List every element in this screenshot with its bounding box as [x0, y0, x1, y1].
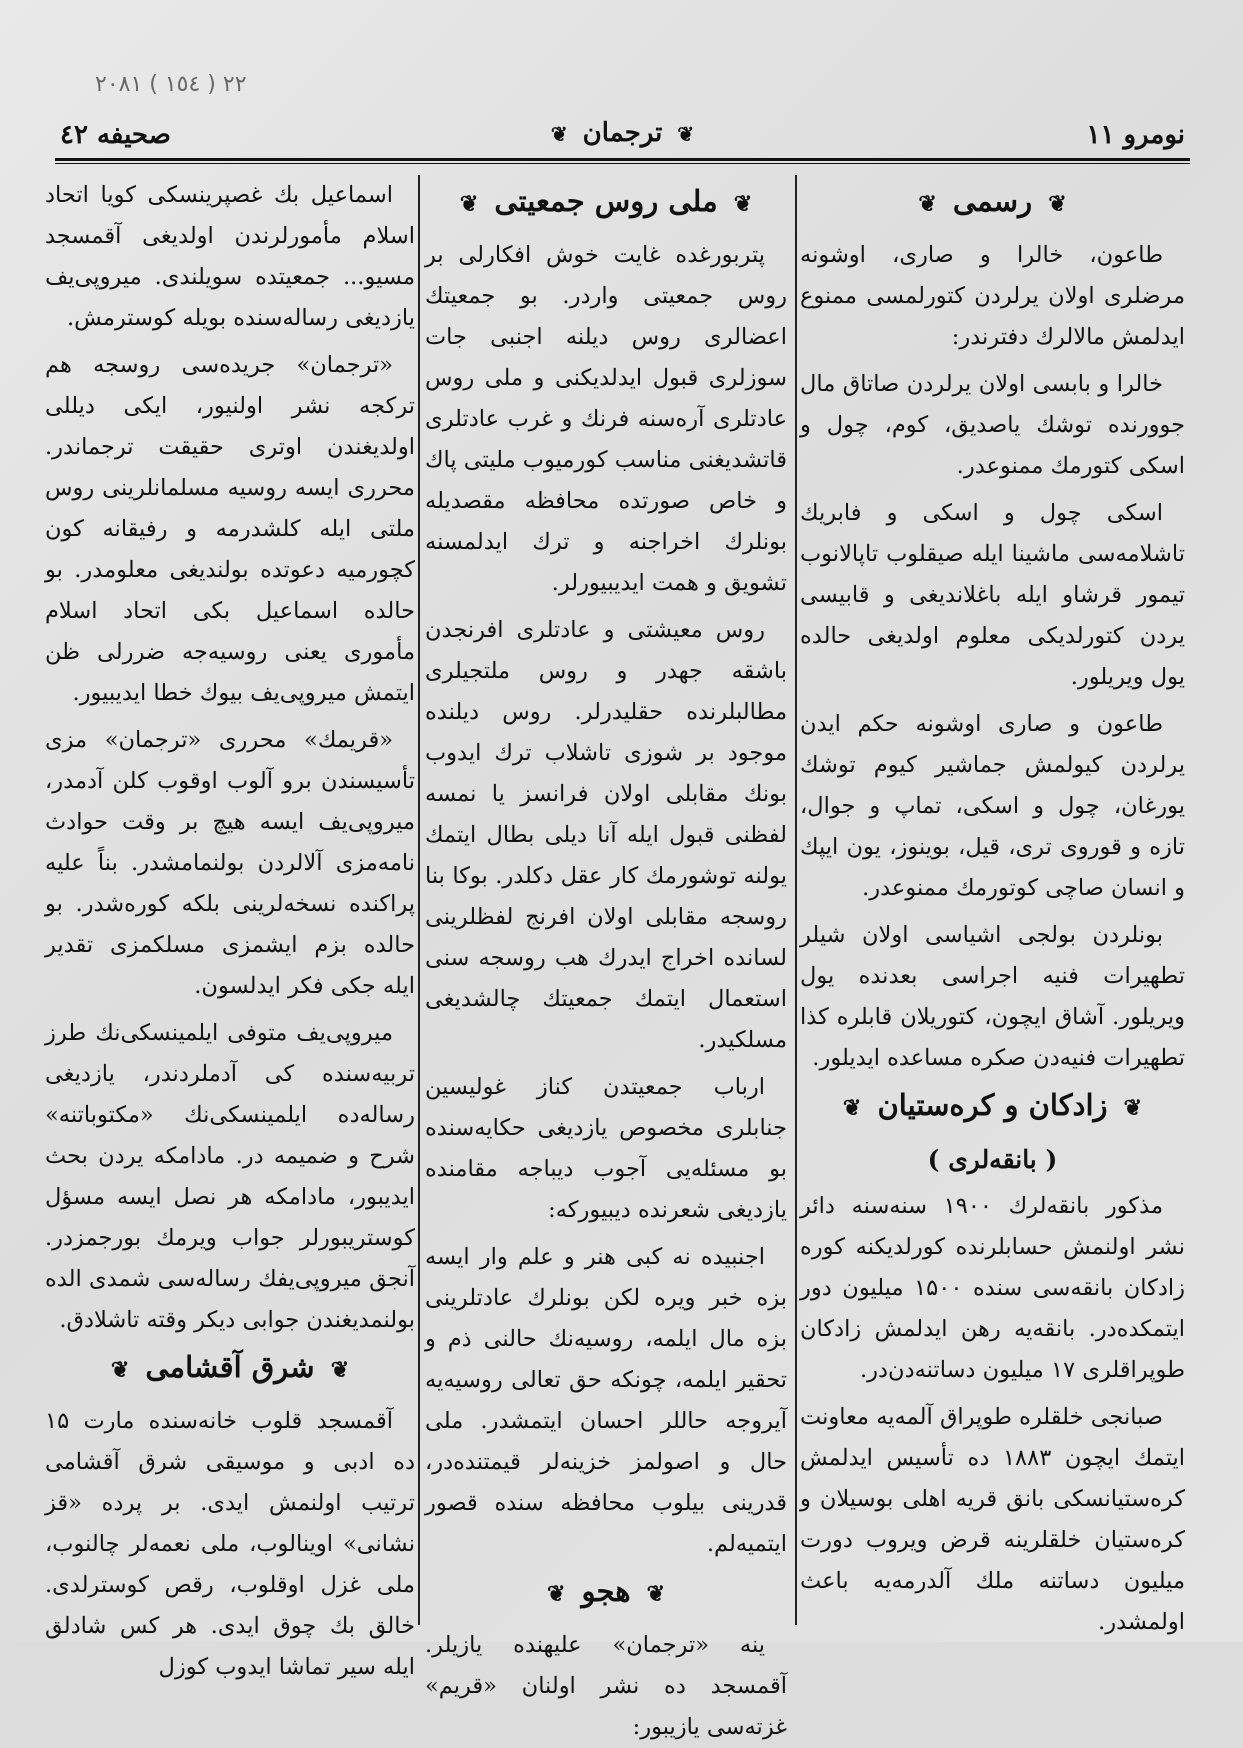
article-paragraph: اسکی چول و اسکی و فابریك تاشلامه‌سی ماشینا ایله صیقلوب تاپالانوب تیمور قرشاو ایله باغلاندیغی و قابیسی یردن کتورلدیکی معلوم اولدیغی حالده یول ویریلور. [800, 500, 1185, 690]
ornament-icon: ❦ [1048, 191, 1067, 217]
article-paragraph: «ترجمان» جریده‌سی روسجه هم ترکجه نشر اولنیور، ایکی دیللی اولدیغندن اوتری حقیقت ترجماندر. محرری ایسه روسیه مسلمانلرینی روس ملتی ایله کلشدرمه و رفیقانه کون کچورمیه دعوتده بولندیغی معلومدر. بو حالده اسماعیل بکی اتحاد اسلام مأموری یعنی روسیه‌جه ضررلی ظن ایتمش میروپی‌یف بیوك خطا ایدیبیور. [45, 352, 415, 706]
ornament-icon: ❦ [733, 191, 753, 217]
article-paragraph: اسماعیل بك غصپرینسکی کویا اتحاد اسلام مأمورلرندن اولدیغی آقمسجد مسیو... جمعیتده سویلندی. میروپی‌یف یازدیغی رساله‌سنده بویله کوسترمش. [45, 182, 415, 331]
article-paragraph: ارباب جمعیتدن کناز غولیسین جنابلری مخصوص یازدیغی حکایه‌سنده بو مسئله‌یی آجوب دیباجه مقامنده یازدیغی شعرنده دیبیورکه: [425, 1074, 787, 1223]
article-paragraph: مذکور بانقه‌لرك ۱۹۰۰ سنه‌سنه دائر نشر اولنمش حسابلرنده کورلدیکنه کوره زادکان بانقه‌سی سنده ۱۵۰۰ میلیون دور ایتمکده‌در. بانقه‌یه رهن ایدلمش زادکان طوپراقلری ۱۷ میلیون دساتنه‌دن‌در. [800, 1193, 1185, 1383]
ornament-icon: ❦ [677, 122, 695, 146]
ornament-icon: ❦ [646, 1581, 666, 1607]
article-paragraph: اجنبیده نه کبی هنر و علم وار ایسه بزه خبر ویره لکن بونلرك عادتلرینی بزه مال ایلمه، روسیه‌نك حالنی ذم و تحقیر ایلمه، چونکه حق تعالی روسیه‌یه آیروجه حاللر احسان ایتمشدر. ملی حال و اصولمز خزینه‌لر قیمتنده‌در، قدرینی بیلوب محافظه سنده قصور ایتمیه‌لم. [425, 1244, 787, 1557]
article-paragraph: بونلردن بولجی اشیاسی اولان شیلر تطهیرات فنیه اجراسی بعدنده یول ویریلور. آشاق ایچون، کتوریلان قابلره کذا تطهیرات فنیه‌دن صکره مساعده ایدیلور. [800, 922, 1185, 1071]
ornament-icon: ❦ [330, 1357, 350, 1383]
article-paragraph: صبانجی خلقلره طوپراق آلمه‌یه معاونت ایتمك ایچون ۱۸۸۳ ده تأسیس ایدلمش کره‌ستیانسکی بانق قریه اهلی بوسیلان و کره‌ستیان خلقلرینه قرض ویروب دورت میلیون دساتنه ملك آلدرمه‌یه باعث اولمشدر. [800, 1404, 1185, 1635]
section-heading-text: هجو [581, 1574, 631, 1608]
section-heading-banks [800, 1085, 1185, 1129]
section-heading-text: زادکان و کره‌ستیان [877, 1088, 1108, 1122]
issue-number: نومرو ۱۱ [1086, 120, 1185, 150]
column-divider [795, 175, 797, 1625]
ornament-icon: ❦ [459, 191, 479, 217]
masthead-title [545, 118, 700, 148]
section-heading-official [800, 181, 1185, 225]
article-paragraph: طاعون، خالرا و صاری، اوشونه مرضلری اولان یرلردن کتورلمسی ممنوع ایدلمش مالالرك دفترندر: [800, 242, 1185, 350]
article-paragraph: «قریمك» محرری «ترجمان» مزی تأسیسندن برو آلوب اوقوب کلن آدمدر، میروپی‌یف ایسه هیچ بر وقت حوادث نامه‌مزی آلالردن بولنمامشدر. بناً علیه پراکنده نسخه‌لرینی بلکه کوره‌شدر. بو حالده بزم ایشمزی مسلکمزی تقدیر ایله جکی فکر ایدلسون. [45, 727, 415, 999]
ornament-icon: ❦ [842, 1095, 862, 1121]
page-number: صحیفه ٤٢ [60, 120, 171, 150]
article-paragraph: ینه «ترجمان» علیهنده یازیلر. آقمسجد ده نشر اولنان «قریم» غزته‌سی یازیبور: [425, 1632, 787, 1740]
section-heading-russian-society [425, 181, 787, 225]
header-rule [55, 158, 1190, 164]
section-heading-text: ملی روس جمعیتی [494, 184, 718, 218]
article-paragraph: روس معیشتی و عادتلری افرنجدن باشقه جهدر و روس ملتجیلری مطالبلرنده حقلیدرلر. روس دیلنده موجود بر شوزی تاشلاب ترك ایدوب بونك مقابلی اولان فرانسز یا نمسه لفظنی قبول ایله آنا دیلی بطال ایتمك یولنه توشورمك کار عقل دکلدر. بوکا بنا روسجه مقابلی اولان افرنج لفظلرینی لسانده اخراج ایدرك هب روسجه سنی استعمال ایتمك جمعیتك چالشدیغی مسلکیدر. [425, 617, 787, 1053]
ornament-icon: ❦ [550, 122, 568, 146]
article-paragraph: آقمسجد قلوب خانه‌سنده مارت ۱۵ ده ادبی و موسیقی شرق آقشامی ترتیب اولنمش ایدی. بر پرده «قز نشانی» اوینالوب، ملی نعمه‌لر چالنوب، ملی غزل اوقلوب، رقص کوسترلدی. خالق بك چوق ایدی. هر کس شادلق ایله سیر تماشا ایدوب کوزل [45, 1408, 415, 1680]
section-subheading: ( بانقه‌لری ) [927, 1145, 1058, 1174]
page-header [60, 112, 1185, 160]
section-heading-satire [425, 1571, 787, 1615]
ornament-icon: ❦ [918, 191, 937, 217]
ornament-icon: ❦ [110, 1357, 130, 1383]
article-paragraph: میروپی‌یف متوفی ایلمینسکی‌نك طرز تربیه‌سنده کی آدملردندر، یازدیغی رساله‌ده ایلمینسکی‌نك «مکتوباتنه» شرح و ضمیمه در. مادامکه یردن بحث ایدیبور، مادامکه هر نصل ایسه مسؤل کوستریبورلر جواب ویرمك بورجمزدر. آنجق میروپی‌یفك رساله‌سی شمدی الده بولنمدیغندن جوابی دیکر وقته تاشلادق. [45, 1020, 415, 1333]
column-middle [424, 175, 787, 1740]
article-paragraph: پتربورغده غایت خوش افکارلی بر روس جمعیتی واردر. بو جمعیتك اعضالری روس دیلنه اجنبی جات سوزلری قبول ایدلدیکنی و ملی روس عادتلری آره‌سنه فرنك و غرب عادتلری قاتشدیغنی مناسب کورمیوب ملیتی پاك و خاص صورتده محافظه مقصدیله بونلرك اخراجنه و ترك ایدلمسنه تشویق و همت ایدیبیورلر. [424, 242, 787, 596]
masthead-title-text: ترجمان [582, 118, 663, 148]
section-heading-text: رسمی [952, 184, 1033, 218]
section-heading-text: شرق آقشامی [145, 1350, 315, 1384]
ornament-icon: ❦ [1123, 1095, 1143, 1121]
ornament-icon: ❦ [546, 1581, 566, 1607]
article-paragraph: خالرا و بابسی اولان یرلردن صاتاق مال جوورنده توشك یاصدیق، کوم، چول و اسکی کتورمك ممنوعدر. [800, 371, 1185, 479]
column-left [45, 175, 415, 1680]
column-right [800, 175, 1185, 1635]
section-heading-eastern-evening [45, 1347, 415, 1391]
archive-handwritten-note: ٢٢ ( ١٥٤ ) ٢٠٨١ [95, 72, 247, 97]
article-paragraph: طاعون و صاری اوشونه حکم ایدن یرلردن کیولمش جماشیر کیوم توشك یورغان، چول و اسکی، تماپ و جوال، تازه و قوروی تری، قیل، بوینوز، یون ایپك و انسان صاچی کوتورمك ممنوعدر. [800, 711, 1185, 901]
column-divider [418, 175, 420, 1625]
